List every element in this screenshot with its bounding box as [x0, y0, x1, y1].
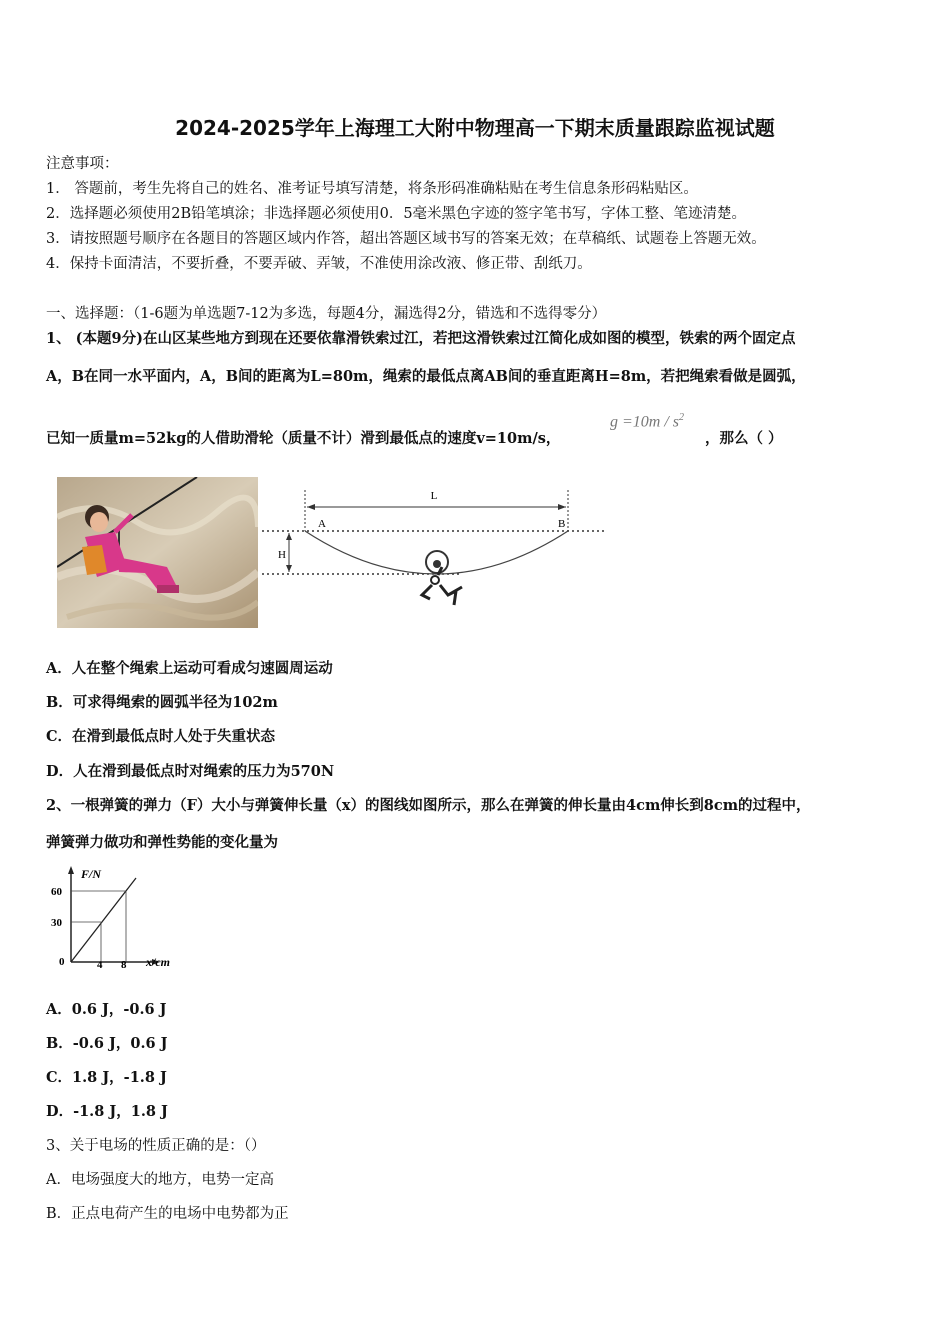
notice-heading: 注意事项： [46, 156, 119, 172]
graph-x-tick-8: 8 [121, 959, 127, 971]
page-title: 2024-2025学年上海理工大附中物理高一下期末质量跟踪监视试题 [175, 116, 775, 140]
q1-stem-tail: ，那么（ ） [705, 430, 783, 447]
section-heading: 一、选择题：（1-6题为单选题7-12为多选，每题4分，漏选得2分，错选和不选得零分） [46, 306, 607, 322]
q2-stem-line2: 弹簧弹力做功和弹性势能的变化量为 [46, 834, 278, 851]
graph-y-label: F/N [81, 867, 102, 881]
q3-option-a: A．电场强度大的地方，电势一定高 [46, 1172, 274, 1188]
q1-stem-line1: 1、 (本题9分)在山区某些地方到现在还要依靠滑铁索过江，若把这滑铁索过江简化成如图的模型，铁索的两个固定点 [46, 330, 796, 347]
label-H: H [278, 549, 286, 561]
q2-option-d: D．-1.8 J，1.8 J [46, 1103, 168, 1120]
gravity-formula: $g =10m / s^2$ [610, 412, 685, 431]
force-extension-graph [46, 862, 181, 977]
q2-option-b: B．-0.6 J，0.6 J [46, 1035, 168, 1052]
label-B: B [558, 518, 566, 530]
graph-x-tick-4: 4 [97, 959, 103, 971]
label-L: L [430, 490, 438, 502]
q2-option-c: C．1.8 J，-1.8 J [46, 1069, 167, 1086]
graph-y-tick-30: 30 [51, 917, 62, 929]
q1-option-a: A．人在整个绳索上运动可看成匀速圆周运动 [46, 660, 333, 677]
q1-stem-line3: 已知一质量m=52kg的人借助滑轮（质量不计）滑到最低点的速度v=10m/s， [46, 430, 561, 447]
zipline-photo [57, 477, 258, 628]
q1-option-d: D．人在滑到最低点时对绳索的压力为570N [46, 763, 335, 780]
notice-item: 4．保持卡面清洁，不要折叠，不要弄破、弄皱，不准使用涂改液、修正带、刮纸刀。 [46, 256, 592, 272]
notice-item: 2．选择题必须使用2B铅笔填涂；非选择题必须使用0．5毫米黑色字迹的签字笔书写，字体工整、笔迹清楚。 [46, 206, 747, 222]
q3-option-b: B．正点电荷产生的电场中电势都为正 [46, 1206, 289, 1222]
label-A: A [318, 518, 326, 530]
q2-stem-line1: 2、一根弹簧的弹力（F）大小与弹簧伸长量（x）的图线如图所示，那么在弹簧的伸长量由4cm伸长到8cm的过程中， [46, 797, 811, 814]
graph-y-tick-60: 60 [51, 886, 62, 898]
q3-stem: 3、关于电场的性质正确的是：（） [46, 1138, 266, 1154]
notice-item: 1． 答题前，考生先将自己的姓名、准考证号填写清楚，将条形码准确粘贴在考生信息条形码粘贴区。 [46, 181, 698, 197]
q1-stem-line2: A，B在同一水平面内，A，B间的距离为L=80m，绳索的最低点离AB间的垂直距离H=8m，若把绳索看做是圆弧， [46, 368, 806, 385]
graph-x-label: x/cm [146, 955, 170, 969]
q1-option-c: C．在滑到最低点时人处于失重状态 [46, 728, 276, 745]
rope-diagram [262, 485, 612, 625]
q2-option-a: A．0.6 J，-0.6 J [46, 1001, 167, 1018]
notice-item: 3．请按照题号顺序在各题目的答题区域内作答，超出答题区域书写的答案无效；在草稿纸、试题卷上答题无效。 [46, 231, 766, 247]
graph-origin: 0 [59, 956, 65, 968]
q1-option-b: B．可求得绳索的圆弧半径为102m [46, 694, 278, 711]
